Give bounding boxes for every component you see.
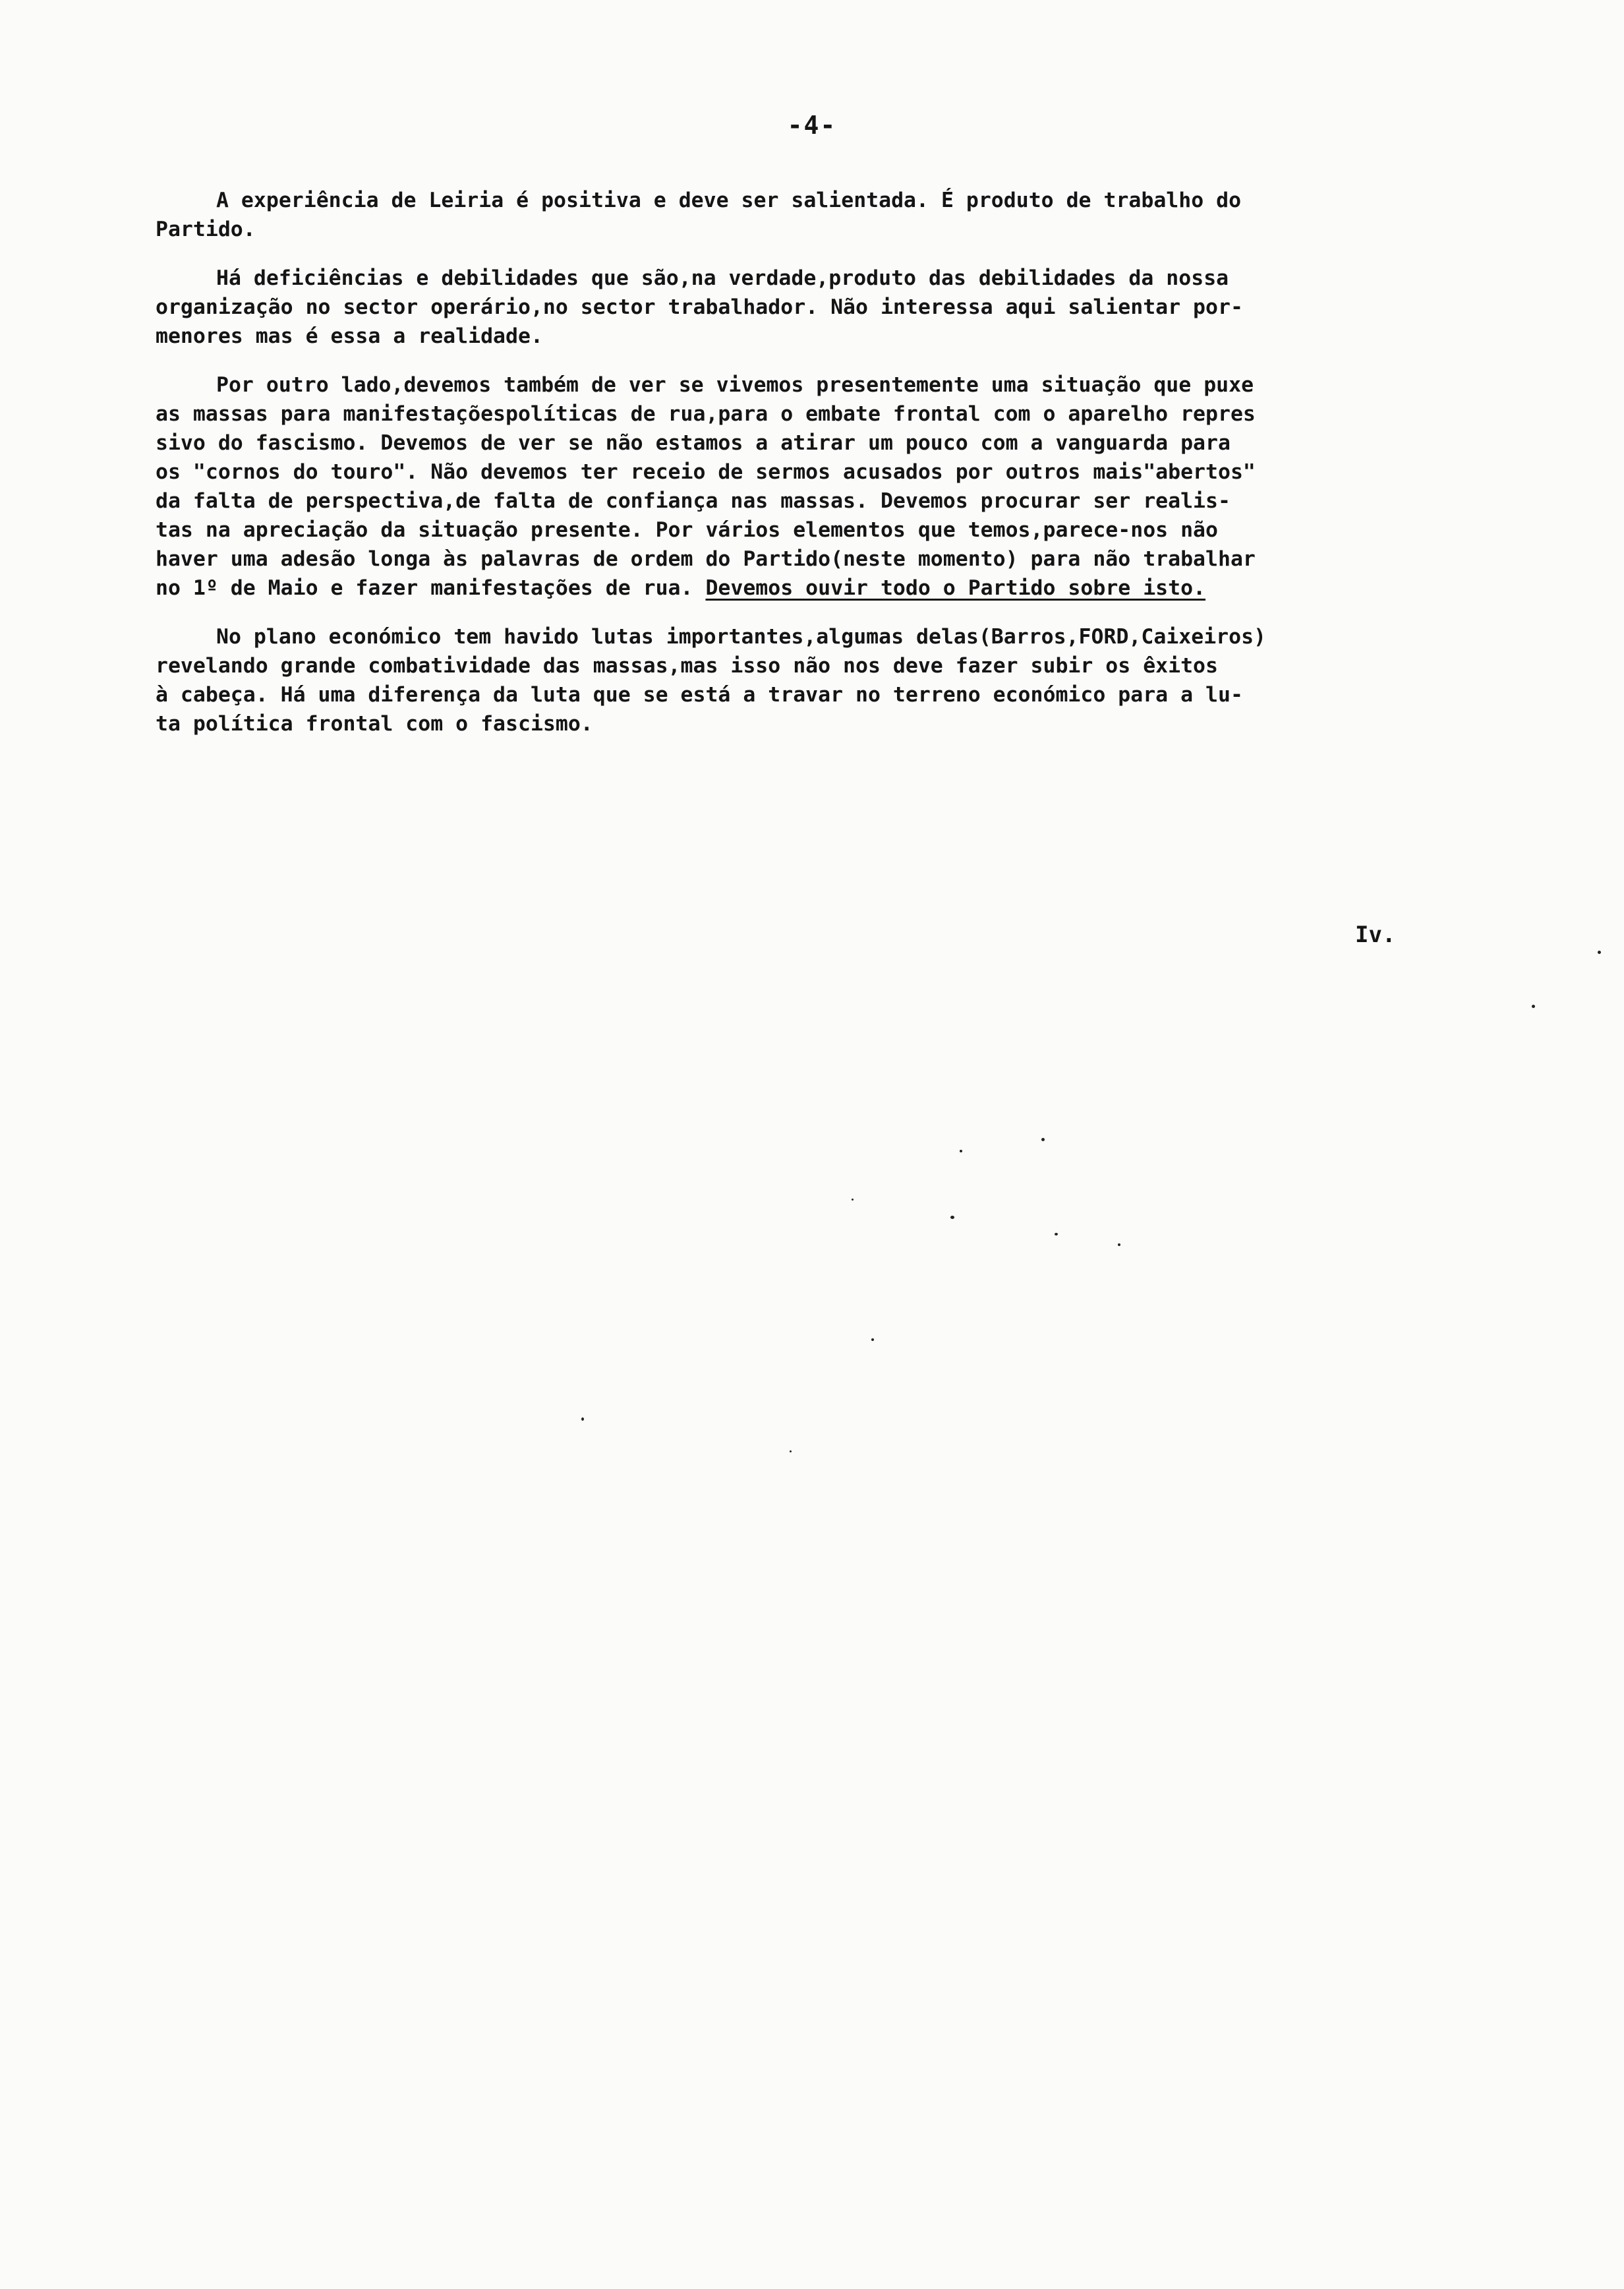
- text-line: ta política frontal com o fascismo.: [156, 712, 593, 736]
- text-line: da falta de perspectiva,de falta de confiança nas massas. Devemos procurar ser realis-: [156, 489, 1231, 513]
- scan-speck: [1041, 1138, 1045, 1141]
- scan-speck: [960, 1150, 962, 1152]
- text-line: revelando grande combatividade das massas,mas isso não nos deve fazer subir os êxitos: [156, 654, 1218, 678]
- scan-speck: [871, 1338, 874, 1341]
- text-line: A experiência de Leiria é positiva e deve ser salientada. É produto de trabalho do: [216, 189, 1242, 212]
- scan-speck: [1055, 1233, 1058, 1235]
- text-line: à cabeça. Há uma diferença da luta que se está a travar no terreno económico para a lu-: [156, 683, 1243, 707]
- scan-speck: [852, 1199, 854, 1201]
- document-body: [156, 186, 1566, 758]
- text-line-with-underline: [156, 574, 1566, 603]
- text-line: No plano económico tem havido lutas importantes,algumas delas(Barros,FORD,Caixeiros): [216, 625, 1267, 649]
- scan-speck: [1532, 1005, 1535, 1008]
- text-line: as massas para manifestaçõespolíticas de rua,para o embate frontal com o aparelho repres: [156, 402, 1256, 426]
- scan-speck: [1598, 951, 1601, 954]
- page-number: -4-: [787, 111, 837, 140]
- scan-speck: [950, 1216, 954, 1219]
- text-line: Partido.: [156, 218, 256, 241]
- text-line: sivo do fascismo. Devemos de ver se não estamos a atirar um pouco com a vanguarda para: [156, 431, 1231, 455]
- text-line: os "cornos do touro". Não devemos ter receio de sermos acusados por outros mais"abertos": [156, 460, 1256, 484]
- section-marker: Iv.: [1355, 922, 1396, 948]
- text-line: haver uma adesão longa às palavras de ordem do Partido(neste momento) para não trabalhar: [156, 547, 1256, 571]
- paragraph-leiria: [156, 186, 1566, 244]
- scan-speck: [581, 1417, 584, 1421]
- scan-speck: [1118, 1243, 1120, 1246]
- text-line: Há deficiências e debilidades que são,na verdade,produto das debilidades da nossa: [216, 266, 1229, 290]
- underlined-conclusion: Devemos ouvir todo o Partido sobre isto.: [705, 576, 1206, 600]
- paragraph-outro-lado: [156, 371, 1566, 603]
- text-line: organização no sector operário,no sector trabalhador. Não interessa aqui salientar por-: [156, 295, 1243, 319]
- text-line: no 1º de Maio e fazer manifestações de rua.: [156, 576, 706, 600]
- text-line: menores mas é essa a realidade.: [156, 324, 543, 348]
- text-line: Por outro lado,devemos também de ver se vivemos presentemente uma situação que puxe: [216, 373, 1254, 397]
- paragraph-deficiencias: [156, 264, 1566, 351]
- text-line: tas na apreciação da situação presente. Por vários elementos que temos,parece-nos não: [156, 518, 1218, 542]
- scan-speck: [790, 1450, 792, 1452]
- paragraph-plano-economico: [156, 622, 1566, 738]
